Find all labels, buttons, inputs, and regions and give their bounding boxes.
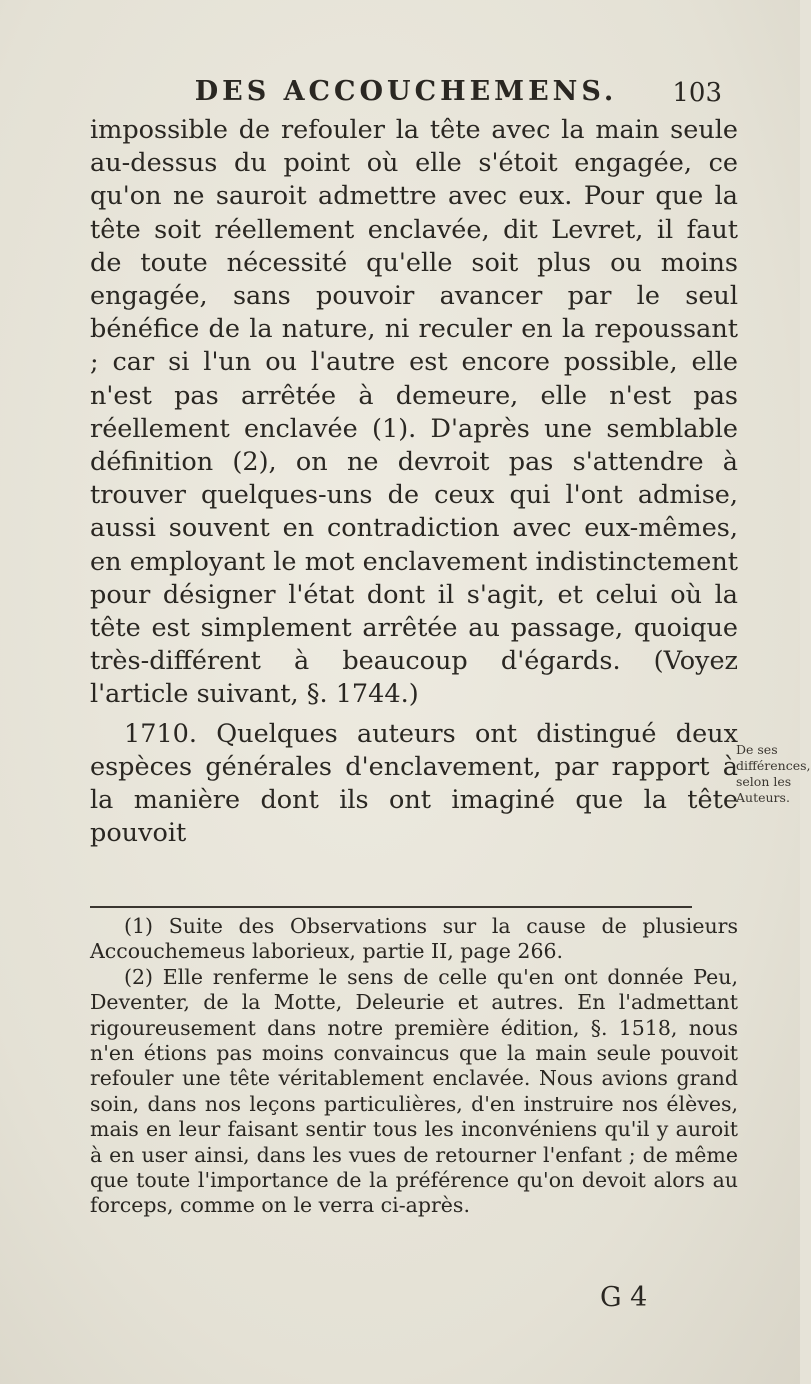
signature-mark: G 4 xyxy=(600,1282,648,1313)
marginal-note: De ses différences, selon les Auteurs. xyxy=(736,742,811,805)
footnote-rule xyxy=(90,906,692,908)
footnotes xyxy=(90,914,738,1219)
running-head xyxy=(90,76,722,110)
footnote-1: (1) Suite des Observations sur la cause de plusieurs Accouchemeus laborieux, partie II, page 266. xyxy=(90,914,738,964)
page-number: 103 xyxy=(672,78,722,108)
paragraph-1710: 1710. Quelques auteurs ont distingué deux espèces générales d'enclavement, par rapport à la manière dont ils ont imaginé que la tête pouvoit xyxy=(90,718,738,849)
paragraph-1: impossible de refouler la tête avec la main seule au-dessus du point où elle s'étoit engagée, ce qu'on ne sauroit admettre avec eux. Pour que la tête soit réellement enclavée, dit Levret, il faut de toute nécessité qu'elle soit plus ou moins engagée, sans pouvoir avancer par le seul bénéfice de la nature, ni reculer en la repoussant ; car si l'un ou l'autre est encore possible, elle n'est pas arrêtée à demeure, elle n'est pas réellement enclavée (1). D'après une semblable définition (2), on ne devroit pas s'attendre à trouver quelques-uns de ceux qui l'ont admise, aussi souvent en contradiction avec eux-mêmes, en employant le mot enclavement indistinctement pour désigner l'état dont il s'agit, et celui où la tête est simplement arrêtée au passage, quoique très-différent à beaucoup d'égards. (Voyez l'article suivant, §. 1744.) xyxy=(90,115,738,710)
running-title: DES ACCOUCHEMENS. xyxy=(194,76,618,107)
footnote-2: (2) Elle renferme le sens de celle qu'en ont donnée Peu, Deventer, de la Motte, Deleurie et autres. En l'admettant rigoureusement dans notre première édition, §. 1518, nous n'en étions pas moins convaincus que la main seule pouvoit refouler une tête véritablement enclavée. Nous avions grand soin, dans nos leçons particulières, d'en instruire nos élèves, mais en leur faisant sentir tous les inconvéniens qu'il y auroit à en user ainsi, dans les vues de retourner l'enfant ; de même que toute l'importance de la préférence qu'on devoit alors au forceps, comme on le verra ci-après. xyxy=(90,964,738,1218)
main-text xyxy=(90,114,738,850)
